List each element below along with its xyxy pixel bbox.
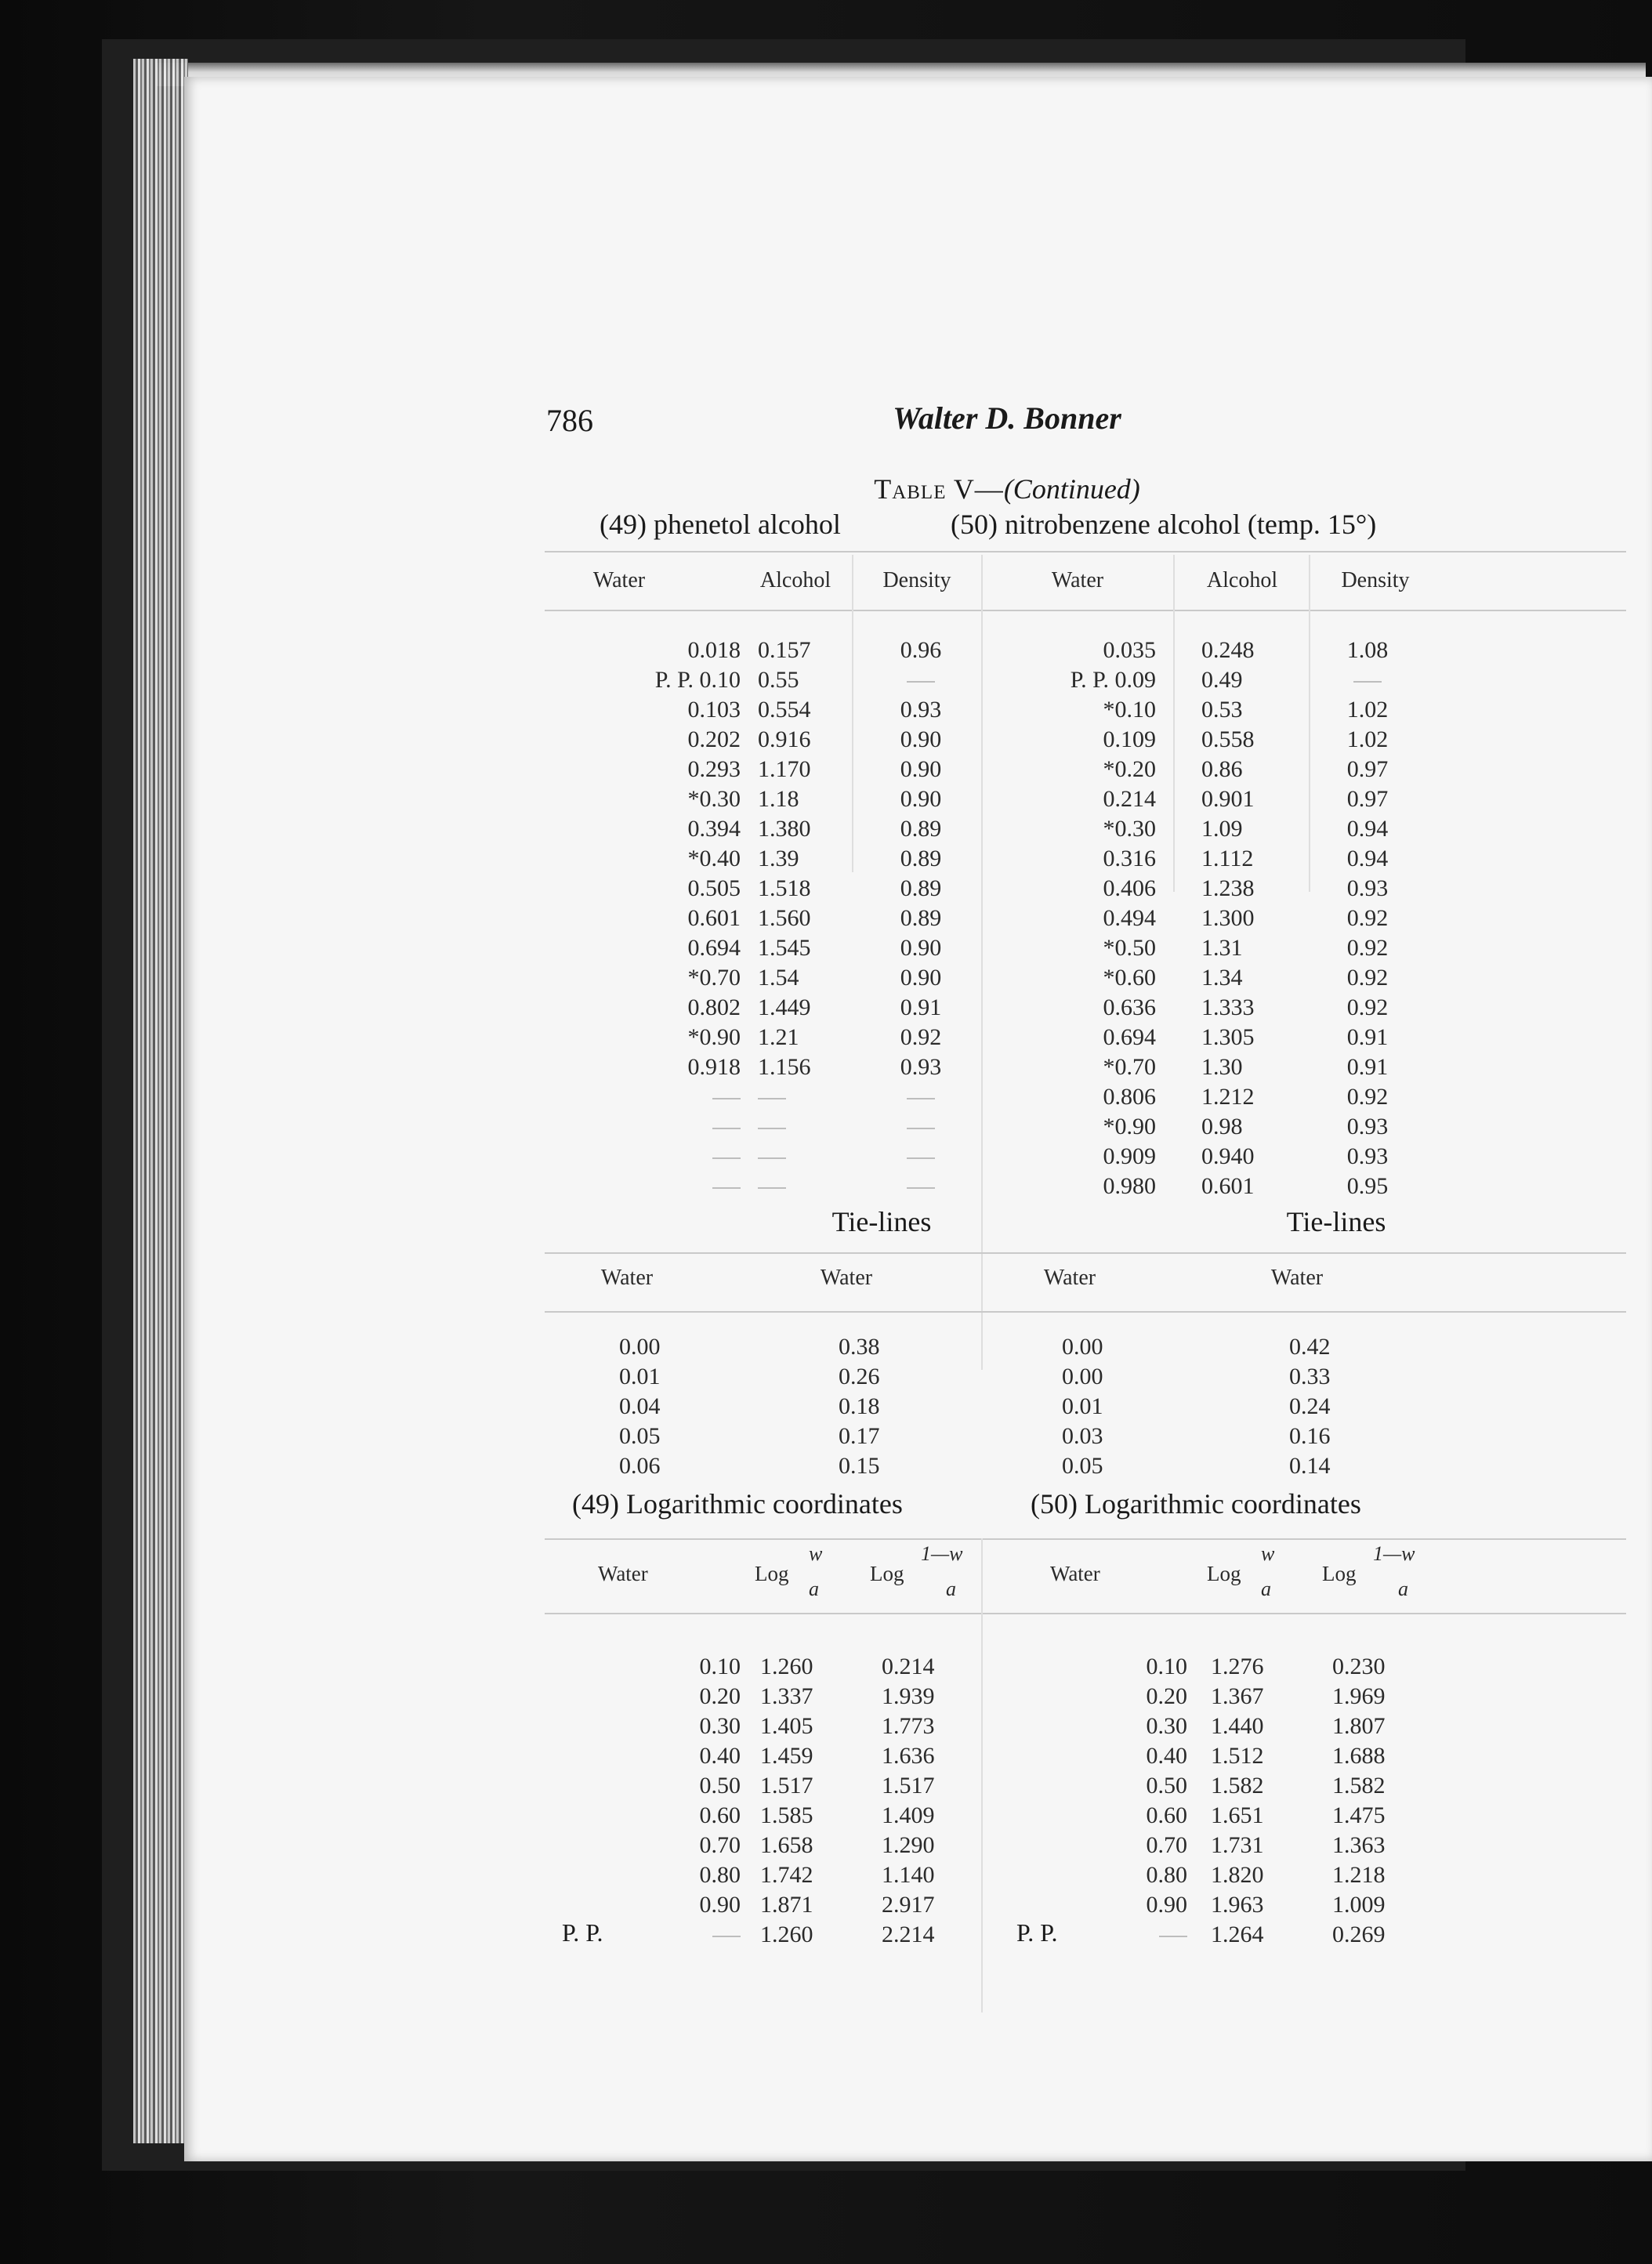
table-cell: 0.92	[1346, 1084, 1389, 1110]
log-cell: 0.50	[1146, 1773, 1187, 1799]
table-cell: 0.802	[687, 994, 741, 1020]
page-edges	[133, 59, 188, 2143]
table-cell: 0.94	[1346, 816, 1389, 842]
log-cell: 1.363	[1332, 1832, 1386, 1858]
log-right-log1wa	[1332, 1652, 1434, 1950]
log-cell: 1.582	[1332, 1773, 1386, 1799]
table-cell: 0.49	[1201, 667, 1243, 693]
log-cell: 0.50	[699, 1773, 741, 1799]
table-cell: 0.316	[1103, 846, 1156, 871]
log-cell: 1.871	[760, 1892, 813, 1918]
table-cell: 0.018	[687, 637, 741, 663]
log-head-log-l2: Log	[870, 1562, 904, 1585]
table-cell	[521, 1082, 741, 1112]
table-cell: 0.248	[1201, 637, 1255, 663]
log-cell: 1.440	[1211, 1713, 1264, 1739]
table-cell: 0.601	[1201, 1173, 1255, 1199]
log-head-water-l: Water	[598, 1562, 648, 1585]
tie-cell: 0.15	[839, 1453, 880, 1479]
log-cell	[654, 1920, 741, 1950]
tie-cell: 0.03	[1062, 1423, 1103, 1449]
tie-cell: 0.05	[619, 1423, 661, 1449]
log-cell: 1.963	[1211, 1892, 1264, 1918]
table-cell: P. P. 0.10	[654, 667, 741, 693]
table-cell: 0.98	[1201, 1114, 1243, 1139]
log-head-log-r1: Log	[1207, 1562, 1241, 1585]
log-rule-top	[545, 1538, 1626, 1540]
table-cell: 1.449	[758, 994, 811, 1020]
em-dash	[712, 1157, 741, 1159]
tie-cell: 0.38	[839, 1334, 880, 1360]
table-cell: 1.54	[758, 965, 799, 991]
table-cell: 0.394	[687, 816, 741, 842]
table-cell	[866, 1112, 976, 1142]
log-cell: 0.30	[699, 1713, 741, 1739]
table-cell: 0.694	[687, 935, 741, 961]
log-cell: 1.264	[1211, 1922, 1264, 1947]
table-cell: 0.601	[687, 905, 741, 931]
tie-cell: 0.42	[1289, 1334, 1331, 1360]
table-cell: P. P. 0.09	[1070, 667, 1156, 693]
em-dash	[907, 1157, 935, 1159]
log-cell: 1.939	[882, 1683, 935, 1709]
tie-rule-top	[545, 1252, 1626, 1254]
table-cell: 1.238	[1201, 875, 1255, 901]
log-cell: 1.276	[1211, 1654, 1264, 1679]
table-cell: 1.545	[758, 935, 811, 961]
divider-3	[1173, 555, 1175, 892]
log-cell: 0.269	[1332, 1922, 1386, 1947]
table-cell: 0.89	[900, 816, 942, 842]
em-dash	[758, 1128, 786, 1129]
table-cell	[521, 1172, 741, 1201]
tie-head-water-4: Water	[1270, 1266, 1324, 1290]
log-cell: 1.773	[882, 1713, 935, 1739]
table-cell: *0.30	[687, 786, 741, 812]
table-cell: *0.70	[687, 965, 741, 991]
table-cell: 0.92	[1346, 905, 1389, 931]
tie-head-water-3: Water	[1043, 1266, 1096, 1290]
tie-cell: 0.01	[1062, 1393, 1103, 1419]
table-cell: 0.157	[758, 637, 811, 663]
table-cell	[1321, 665, 1415, 695]
table-cell	[758, 1082, 860, 1112]
log-cell: 0.60	[699, 1802, 741, 1828]
log-cell: 0.40	[699, 1743, 741, 1769]
table-cell: *0.10	[1103, 697, 1156, 723]
tie-head-water-1: Water	[600, 1266, 654, 1290]
table-cell: 0.55	[758, 667, 799, 693]
em-dash	[907, 1187, 935, 1189]
em-dash	[712, 1128, 741, 1129]
log-cell: 0.90	[1146, 1892, 1187, 1918]
table-cell: 0.406	[1103, 875, 1156, 901]
table-cell: 0.293	[687, 756, 741, 782]
tie-cell: 0.04	[619, 1393, 661, 1419]
log-rule-bottom	[545, 1613, 1626, 1614]
table-cell: 1.112	[1201, 846, 1254, 871]
tie-cell: 0.18	[839, 1393, 880, 1419]
log-cell: 0.10	[1146, 1654, 1187, 1679]
tie-cell: 0.24	[1289, 1393, 1331, 1419]
left-density-column	[866, 636, 976, 1201]
log-cell: 1.009	[1332, 1892, 1386, 1918]
table-cell: 1.380	[758, 816, 811, 842]
log-head-log-r2: Log	[1322, 1562, 1357, 1585]
log-cell: 1.517	[760, 1773, 813, 1799]
left-subtitle: (49) phenetol alcohol	[600, 509, 841, 540]
log-cell: 1.651	[1211, 1802, 1264, 1828]
log-cell: 1.807	[1332, 1713, 1386, 1739]
table-cell: *0.90	[687, 1024, 741, 1050]
divider-4	[1309, 555, 1310, 892]
log-title-left: (49) Logarithmic coordinates	[572, 1488, 903, 1520]
log-cell: 1.218	[1332, 1862, 1386, 1888]
col-head-water-l: Water	[592, 568, 646, 592]
table-cell: 0.93	[1346, 1114, 1389, 1139]
table-cell: *0.90	[1103, 1114, 1156, 1139]
table-cell: 0.94	[1346, 846, 1389, 871]
log-cell: 1.731	[1211, 1832, 1264, 1858]
table-cell: 0.93	[900, 697, 942, 723]
table-cell: *0.40	[687, 846, 741, 871]
pp-label-right: P. P.	[1016, 1918, 1058, 1947]
table-cell: 0.806	[1103, 1084, 1156, 1110]
table-cell	[866, 1082, 976, 1112]
header-rule-top	[545, 551, 1626, 552]
table-cell: 1.18	[758, 786, 799, 812]
table-cell: 0.90	[900, 726, 942, 752]
left-water-column	[521, 636, 741, 1201]
log-cell: 1.140	[882, 1862, 935, 1888]
table-title-suffix: (Continued)	[1003, 473, 1140, 505]
table-cell: 0.89	[900, 875, 942, 901]
table-cell: 0.53	[1201, 697, 1243, 723]
table-cell: *0.50	[1103, 935, 1156, 961]
tie-rule-bottom	[545, 1311, 1626, 1313]
log-title-right: (50) Logarithmic coordinates	[1031, 1488, 1361, 1520]
table-cell: 1.305	[1201, 1024, 1255, 1050]
table-cell: 1.02	[1346, 697, 1389, 723]
table-cell: *0.70	[1103, 1054, 1156, 1080]
table-cell: 0.103	[687, 697, 741, 723]
tie-left-b	[839, 1332, 933, 1481]
tie-lines-title-left: Tie-lines	[831, 1206, 932, 1237]
tie-cell: 0.00	[619, 1334, 661, 1360]
table-cell: 0.636	[1103, 994, 1156, 1020]
log-cell: 1.688	[1332, 1743, 1386, 1769]
log-cell: 0.70	[699, 1832, 741, 1858]
table-cell: 1.09	[1201, 816, 1243, 842]
table-cell: 0.92	[1346, 935, 1389, 961]
em-dash	[1353, 681, 1382, 683]
col-head-density-l: Density	[882, 568, 951, 592]
log-cell: 0.20	[699, 1683, 741, 1709]
table-cell: 1.30	[1201, 1054, 1243, 1080]
em-dash	[907, 681, 935, 683]
book-page	[184, 77, 1652, 2161]
log-cell: 1.367	[1211, 1683, 1264, 1709]
table-cell: 1.39	[758, 846, 799, 871]
right-subtitle: (50) nitrobenzene alcohol (temp. 15°)	[951, 509, 1377, 540]
table-cell: 0.940	[1201, 1143, 1255, 1169]
table-cell: 1.212	[1201, 1084, 1255, 1110]
table-cell: 1.31	[1201, 935, 1243, 961]
tie-cell: 0.00	[1062, 1334, 1103, 1360]
table-cell: 1.333	[1201, 994, 1255, 1020]
tie-cell: 0.05	[1062, 1453, 1103, 1479]
right-density-column	[1321, 636, 1415, 1201]
table-cell: 0.694	[1103, 1024, 1156, 1050]
col-head-water-r: Water	[1051, 568, 1104, 592]
em-dash	[907, 1098, 935, 1099]
running-head: Walter D. Bonner	[893, 400, 1121, 436]
log-cell: 0.40	[1146, 1743, 1187, 1769]
table-cell: 0.95	[1346, 1173, 1389, 1199]
table-cell: 0.494	[1103, 905, 1156, 931]
table-cell: 0.91	[1346, 1024, 1389, 1050]
col-head-alcohol-l: Alcohol	[759, 568, 831, 592]
log-cell: 0.90	[699, 1892, 741, 1918]
log-cell: 1.658	[760, 1832, 813, 1858]
table-cell: 1.34	[1201, 965, 1243, 991]
log-right-water	[1101, 1652, 1187, 1950]
log-head-log-l1: Log	[755, 1562, 789, 1585]
log-left-logwa	[760, 1652, 862, 1950]
table-cell: 0.92	[1346, 965, 1389, 991]
table-cell: 0.90	[900, 965, 942, 991]
table-cell: 0.90	[900, 935, 942, 961]
table-cell: 0.554	[758, 697, 811, 723]
table-cell: 0.505	[687, 875, 741, 901]
em-dash	[712, 1187, 741, 1189]
table-cell	[758, 1112, 860, 1142]
log-cell: 0.80	[699, 1862, 741, 1888]
header-rule-bottom	[545, 610, 1626, 611]
tie-cell: 0.00	[1062, 1364, 1103, 1389]
table-cell: *0.20	[1103, 756, 1156, 782]
em-dash	[907, 1128, 935, 1129]
log-cell: 0.10	[699, 1654, 741, 1679]
table-cell: 0.91	[900, 994, 942, 1020]
log-frac-den-l2: a	[946, 1578, 956, 1600]
table-cell	[866, 1172, 976, 1201]
table-cell: 0.916	[758, 726, 811, 752]
right-alcohol-column	[1201, 636, 1303, 1201]
log-cell: 0.60	[1146, 1802, 1187, 1828]
table-cell: 0.93	[1346, 875, 1389, 901]
table-cell: 0.89	[900, 846, 942, 871]
log-cell: 1.517	[882, 1773, 935, 1799]
tie-cell: 0.17	[839, 1423, 880, 1449]
table-cell: 0.92	[900, 1024, 942, 1050]
log-cell: 1.337	[760, 1683, 813, 1709]
table-cell: 0.901	[1201, 786, 1255, 812]
log-left-water	[654, 1652, 741, 1950]
log-frac-den-l1: a	[809, 1578, 819, 1600]
table-cell: 0.93	[900, 1054, 942, 1080]
table-cell: 0.90	[900, 786, 942, 812]
log-cell: 1.409	[882, 1802, 935, 1828]
log-cell	[1101, 1920, 1187, 1950]
table-cell: 1.170	[758, 756, 811, 782]
table-cell: 0.86	[1201, 756, 1243, 782]
table-cell: 0.918	[687, 1054, 741, 1080]
log-cell: 1.636	[882, 1743, 935, 1769]
tie-right-b	[1289, 1332, 1383, 1481]
em-dash	[758, 1098, 786, 1099]
left-alcohol-column	[758, 636, 860, 1201]
log-head-water-r: Water	[1050, 1562, 1100, 1585]
table-cell: 0.90	[900, 756, 942, 782]
pp-label-left: P. P.	[562, 1918, 603, 1947]
log-frac-num-l1: w	[809, 1542, 823, 1565]
em-dash	[712, 1098, 741, 1099]
table-cell: 1.02	[1346, 726, 1389, 752]
tie-lines-title-right: Tie-lines	[1286, 1206, 1386, 1237]
table-cell: *0.30	[1103, 816, 1156, 842]
log-frac-den-r1: a	[1261, 1578, 1271, 1600]
log-cell: 1.475	[1332, 1802, 1386, 1828]
table-cell: 1.518	[758, 875, 811, 901]
table-cell: 0.980	[1103, 1173, 1156, 1199]
table-cell: 0.91	[1346, 1054, 1389, 1080]
table-cell: 1.156	[758, 1054, 811, 1080]
table-cell: 0.558	[1201, 726, 1255, 752]
log-cell: 0.70	[1146, 1832, 1187, 1858]
tie-left-a	[619, 1332, 713, 1481]
page-number: 786	[546, 403, 593, 438]
tie-cell: 0.06	[619, 1453, 661, 1479]
tie-cell: 0.33	[1289, 1364, 1331, 1389]
col-head-alcohol-r: Alcohol	[1206, 568, 1278, 592]
log-left-log1wa	[882, 1652, 984, 1950]
table-cell: 0.97	[1346, 786, 1389, 812]
em-dash	[758, 1187, 786, 1189]
tie-head-water-2: Water	[820, 1266, 873, 1290]
table-cell: 0.035	[1103, 637, 1156, 663]
table-cell: 0.97	[1346, 756, 1389, 782]
log-frac-den-r2: a	[1398, 1578, 1408, 1600]
table-cell: 1.300	[1201, 905, 1255, 931]
log-frac-num-r1: w	[1261, 1542, 1275, 1565]
log-cell: 1.290	[882, 1832, 935, 1858]
em-dash	[758, 1157, 786, 1159]
tie-cell: 0.01	[619, 1364, 661, 1389]
log-cell: 0.30	[1146, 1713, 1187, 1739]
log-cell: 0.80	[1146, 1862, 1187, 1888]
log-right-logwa	[1211, 1652, 1313, 1950]
table-cell	[521, 1112, 741, 1142]
table-cell: 0.214	[1103, 786, 1156, 812]
table-title-prefix: Table V—	[874, 473, 1004, 505]
table-cell: 1.560	[758, 905, 811, 931]
table-title	[733, 473, 1281, 505]
log-cell: 1.820	[1211, 1862, 1264, 1888]
log-cell: 1.260	[760, 1922, 813, 1947]
table-cell: 0.909	[1103, 1143, 1156, 1169]
log-cell: 0.230	[1332, 1654, 1386, 1679]
table-cell	[866, 1142, 976, 1172]
table-cell	[758, 1172, 860, 1201]
right-water-column	[968, 636, 1156, 1201]
log-cell: 1.582	[1211, 1773, 1264, 1799]
table-cell	[758, 1142, 860, 1172]
tie-cell: 0.14	[1289, 1453, 1331, 1479]
table-cell: 0.92	[1346, 994, 1389, 1020]
table-cell: 0.202	[687, 726, 741, 752]
log-cell: 1.405	[760, 1713, 813, 1739]
log-frac-num-r2: 1—w	[1373, 1542, 1415, 1565]
log-cell: 0.20	[1146, 1683, 1187, 1709]
table-cell	[866, 665, 976, 695]
table-cell: 1.08	[1346, 637, 1389, 663]
em-dash	[712, 1936, 741, 1937]
tie-right-a	[1062, 1332, 1156, 1481]
table-cell: 0.109	[1103, 726, 1156, 752]
table-cell: *0.60	[1103, 965, 1156, 991]
tie-cell: 0.26	[839, 1364, 880, 1389]
table-cell: 1.21	[758, 1024, 799, 1050]
log-cell: 1.585	[760, 1802, 813, 1828]
log-cell: 2.214	[882, 1922, 935, 1947]
table-cell	[521, 1142, 741, 1172]
table-cell: 0.89	[900, 905, 942, 931]
table-cell: 0.96	[900, 637, 942, 663]
log-cell: 1.260	[760, 1654, 813, 1679]
log-cell: 1.969	[1332, 1683, 1386, 1709]
table-cell: 0.93	[1346, 1143, 1389, 1169]
col-head-density-r: Density	[1341, 568, 1410, 592]
tie-cell: 0.16	[1289, 1423, 1331, 1449]
log-cell: 0.214	[882, 1654, 935, 1679]
em-dash	[1159, 1936, 1187, 1937]
log-frac-num-l2: 1—w	[921, 1542, 963, 1565]
log-cell: 1.459	[760, 1743, 813, 1769]
log-cell: 2.917	[882, 1892, 935, 1918]
log-cell: 1.512	[1211, 1743, 1264, 1769]
log-cell: 1.742	[760, 1862, 813, 1888]
